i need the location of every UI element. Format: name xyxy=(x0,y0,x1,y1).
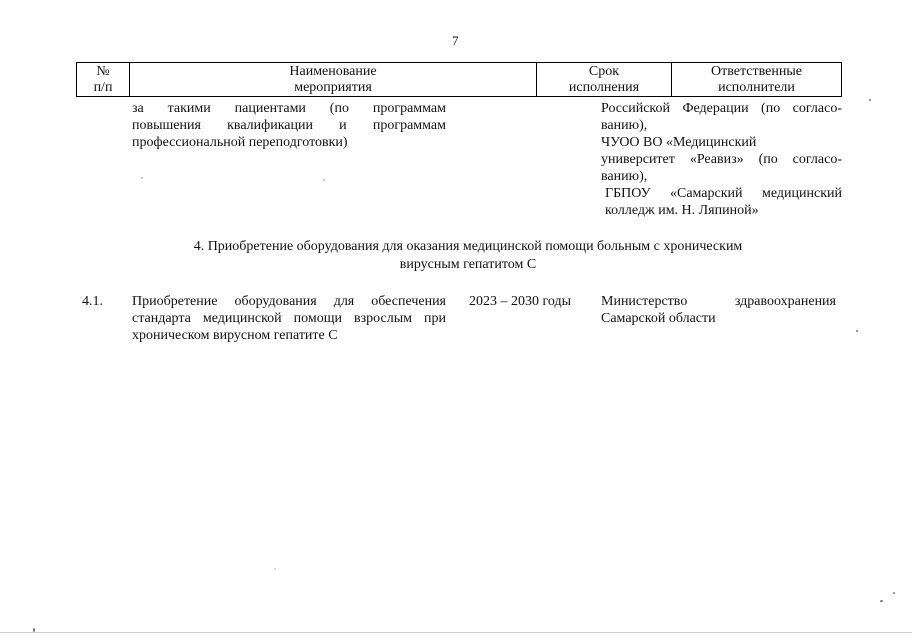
header-number-cell xyxy=(77,63,130,96)
row-description xyxy=(132,293,446,344)
page-number: 7 xyxy=(452,33,459,48)
continuation-responsible-line: ванию), xyxy=(601,169,648,184)
section-heading-line1: 4. Приобретение оборудования для оказания медицинской помощи больным с хроническим xyxy=(193,239,743,254)
row-responsible-line: Самарской области xyxy=(601,311,716,326)
scan-speck xyxy=(880,600,883,602)
page-bottom-edge xyxy=(0,632,912,633)
continuation-description-line: за такими пациентами (по программам xyxy=(132,101,446,116)
continuation-responsible xyxy=(601,100,842,219)
header-number-line2: п/п xyxy=(93,80,113,95)
row-description-line: Приобретение оборудования для обеспечения xyxy=(132,294,446,309)
continuation-responsible-line: ГБПОУ «Самарский медицинский xyxy=(605,186,842,201)
scan-speck xyxy=(856,330,858,332)
continuation-responsible-line: колледж им. Н. Ляпиной» xyxy=(605,203,759,218)
table-header xyxy=(76,62,842,97)
header-name-cell xyxy=(130,63,537,96)
header-term-line1: Срок xyxy=(588,64,620,79)
scan-speck xyxy=(274,568,276,570)
scan-speck xyxy=(141,177,143,179)
header-name-line1: Наименование xyxy=(289,64,377,79)
continuation-responsible-line: университет «Реавиз» (по согласо- xyxy=(601,152,842,167)
row-number: 4.1. xyxy=(82,294,103,309)
header-responsible-label: Ответственные исполнители xyxy=(711,64,802,95)
continuation-responsible-line: ванию), xyxy=(601,118,648,133)
continuation-responsible-line: ЧУОО ВО «Медицинский xyxy=(601,135,757,150)
continuation-description-line: профессиональной переподготовки) xyxy=(132,135,348,150)
scan-speck xyxy=(893,592,895,594)
section-heading-line2: вирусным гепатитом С xyxy=(399,257,537,272)
header-term-line2: исполнения xyxy=(568,80,640,95)
row-responsible-line: Министерство здравоохранения xyxy=(601,294,836,309)
header-responsible-cell xyxy=(672,63,841,96)
row-description-line: стандарта медицинской помощи взрослым при xyxy=(132,311,446,326)
header-name-line2: мероприятия xyxy=(294,80,372,95)
header-term-cell xyxy=(537,63,672,96)
continuation-description xyxy=(132,100,446,151)
row-responsible xyxy=(601,293,836,327)
section-heading xyxy=(118,238,818,274)
scan-speck xyxy=(869,99,871,101)
continuation-description-line: повышения квалификации и программам xyxy=(132,118,446,133)
scan-speck xyxy=(323,179,325,181)
row-term: 2023 – 2030 годы xyxy=(469,294,572,309)
continuation-responsible-line: Российской Федерации (по согласо- xyxy=(601,101,842,116)
row-description-line: хроническом вирусном гепатите С xyxy=(132,328,338,343)
header-number-line1: № xyxy=(96,64,110,79)
